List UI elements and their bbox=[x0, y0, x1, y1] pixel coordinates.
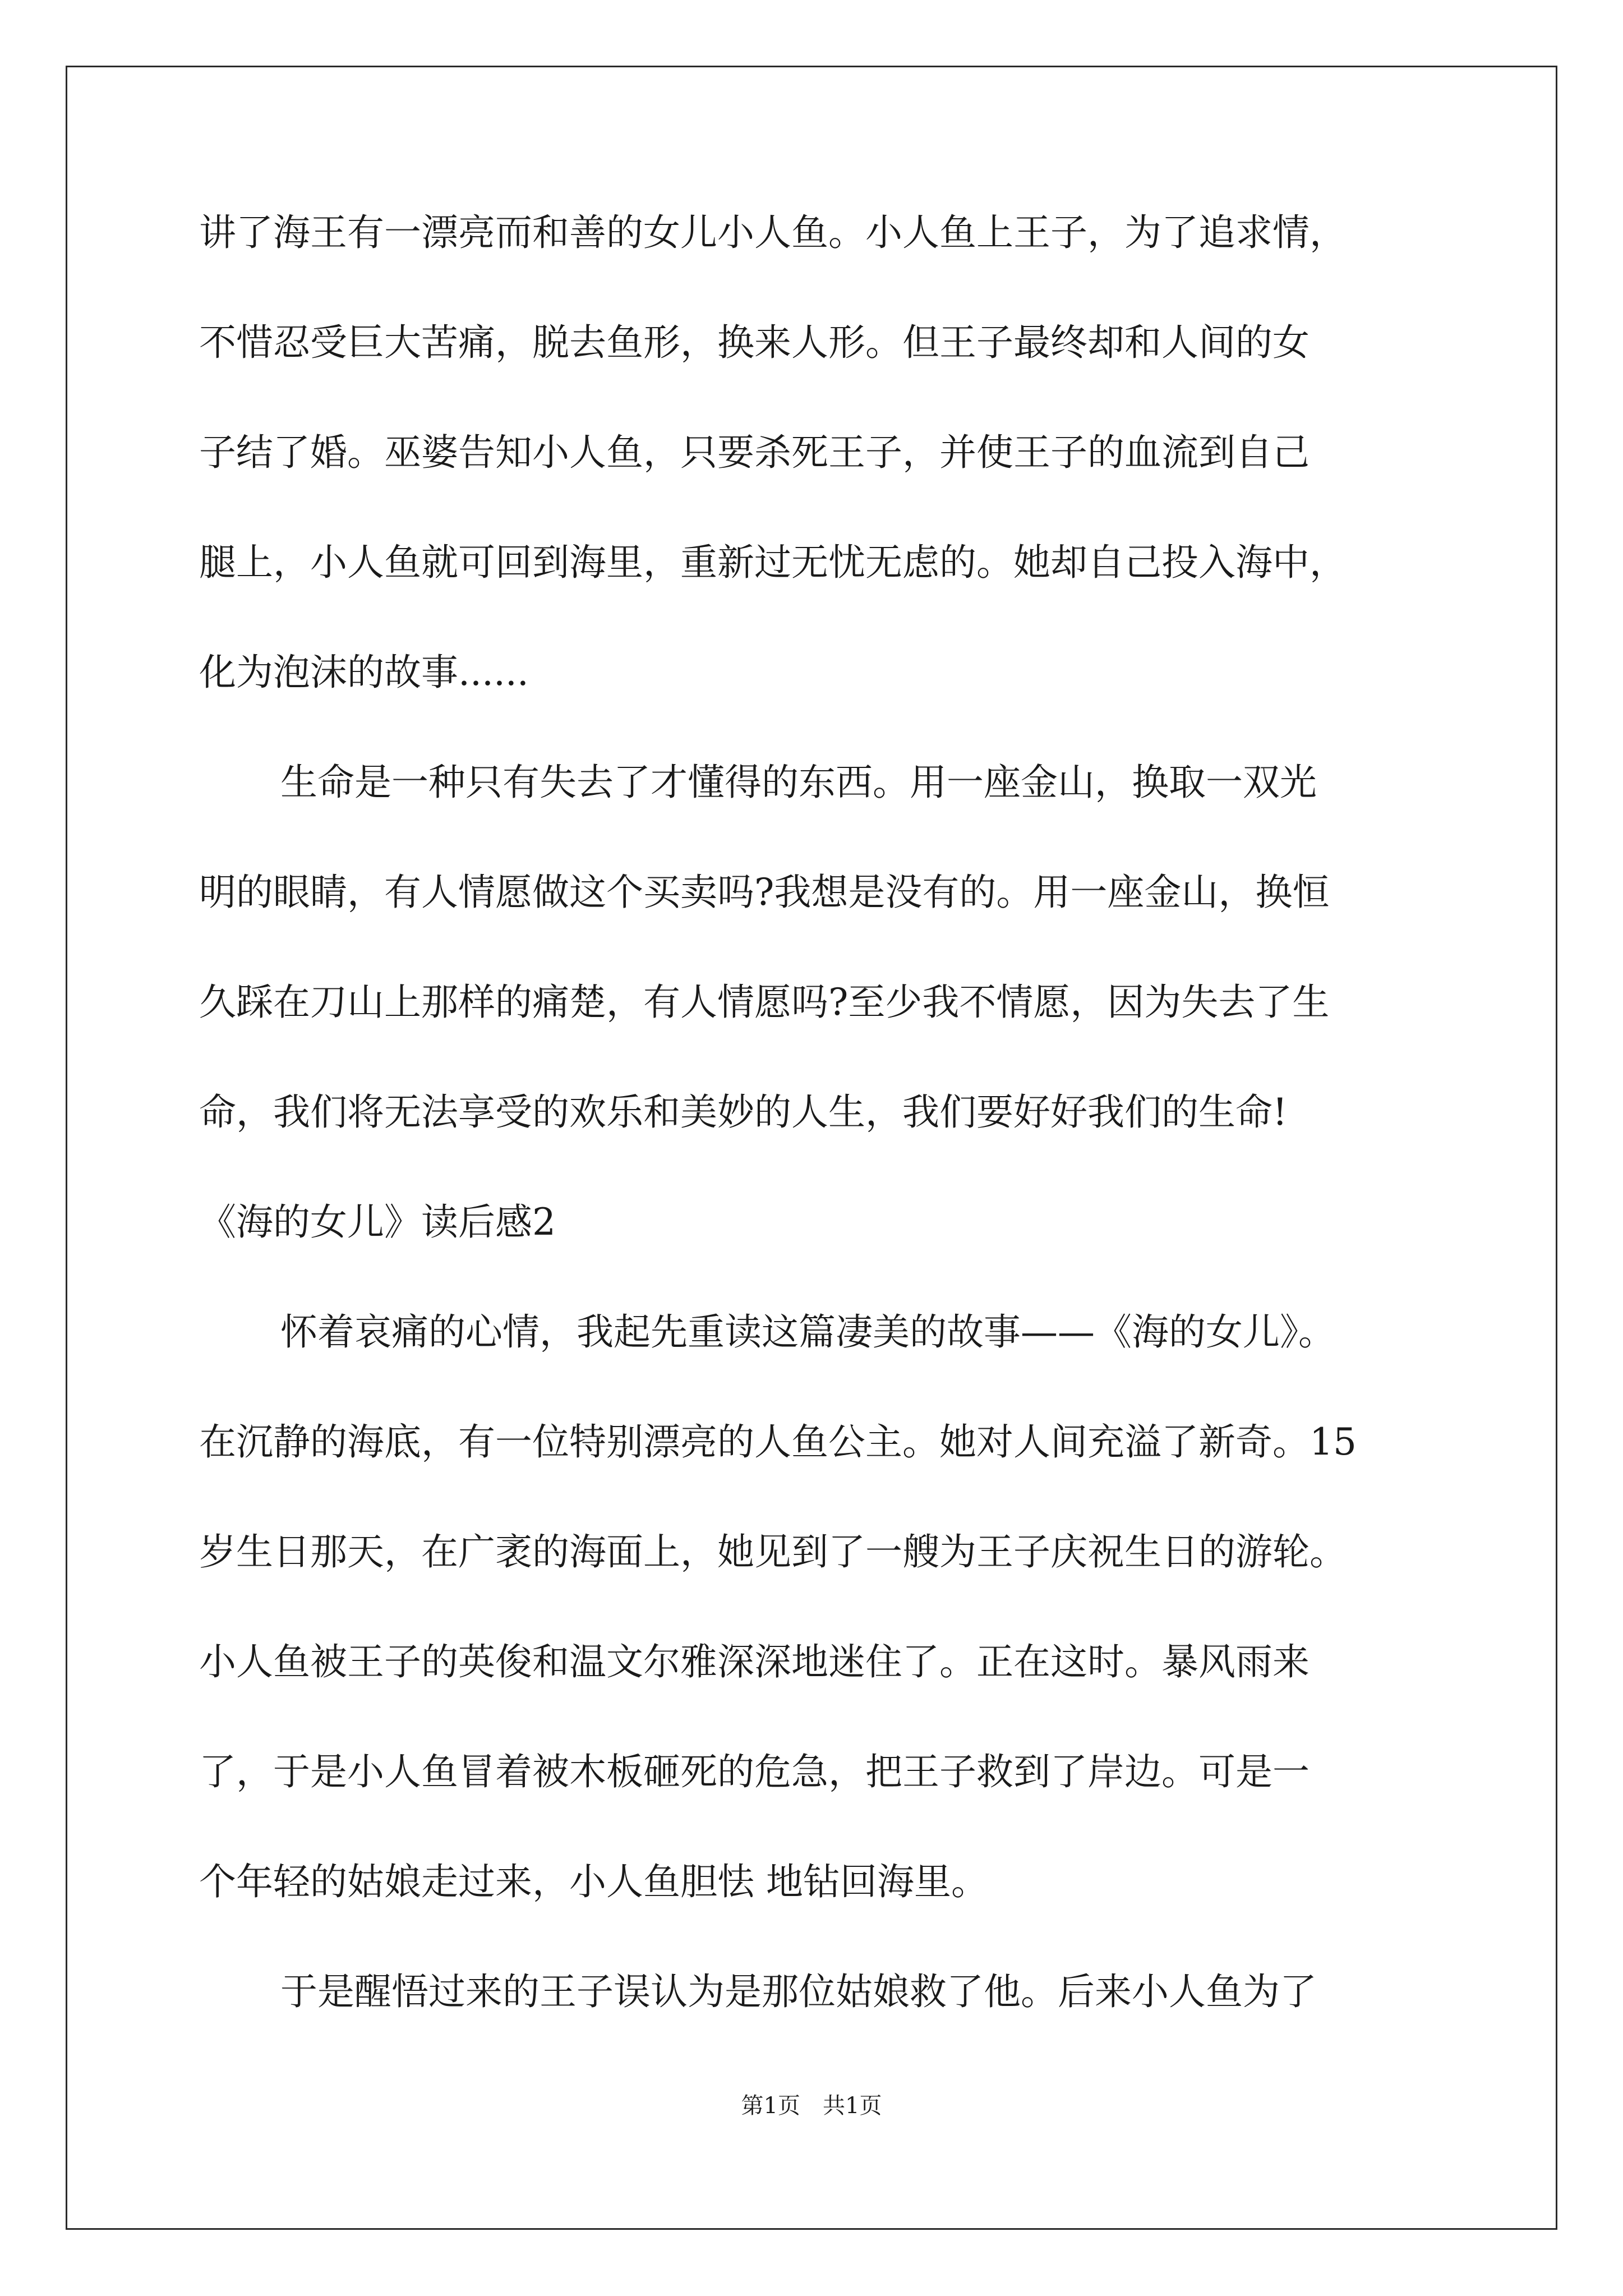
text-line: 不惜忍受巨大苦痛，脱去鱼形，换来人形。但王子最终却和人间的女 bbox=[199, 321, 1310, 364]
section-heading: 《海的女儿》读后感2 bbox=[199, 1200, 556, 1244]
text-line: 小人鱼被王子的英俊和温文尔雅深深地迷住了。正在这时。暴风雨来 bbox=[199, 1640, 1310, 1683]
document-body bbox=[199, 213, 1455, 2082]
text-line: 命，我们将无法享受的欢乐和美妙的人生，我们要好好我们的生命! bbox=[199, 1091, 1288, 1134]
text-line: 讲了海王有一漂亮而和善的女儿小人鱼。小人鱼上王子，为了追求情， bbox=[199, 211, 1347, 254]
text-line: 子结了婚。巫婆告知小人鱼，只要杀死王子，并使王子的血流到自己 bbox=[199, 431, 1310, 474]
paragraph-start-line: 于是醒悟过来的王子误认为是那位姑娘救了他。后来小人鱼为了 bbox=[280, 1970, 1317, 2013]
text-line: 腿上，小人鱼就可回到海里，重新过无忧无虑的。她却自己投入海中， bbox=[199, 541, 1347, 584]
page-number: 第1页 共1页 bbox=[741, 2093, 882, 2119]
text-line: 岁生日那天，在广袤的海面上，她见到了一艘为王子庆祝生日的游轮。 bbox=[199, 1530, 1347, 1573]
text-line: 明的眼睛，有人情愿做这个买卖吗?我想是没有的。用一座金山，换恒 bbox=[199, 871, 1330, 914]
text-line: 久踩在刀山上那样的痛楚，有人情愿吗?至少我不情愿，因为失去了生 bbox=[199, 981, 1330, 1024]
text-line: 个年轻的姑娘走过来，小人鱼胆怯 地钻回海里。 bbox=[199, 1860, 988, 1903]
text-line: 在沉静的海底，有一位特别漂亮的人鱼公主。她对人间充溢了新奇。15 bbox=[199, 1420, 1357, 1464]
text-line: 化为泡沫的故事...... bbox=[199, 651, 529, 694]
paragraph-start-line: 怀着哀痛的心情，我起先重读这篇凄美的故事——《海的女儿》。 bbox=[280, 1310, 1335, 1354]
text-line: 了，于是小人鱼冒着被木板砸死的危急，把王子救到了岸边。可是一 bbox=[199, 1750, 1310, 1793]
paragraph-start-line: 生命是一种只有失去了才懂得的东西。用一座金山，换取一双光 bbox=[280, 761, 1317, 804]
